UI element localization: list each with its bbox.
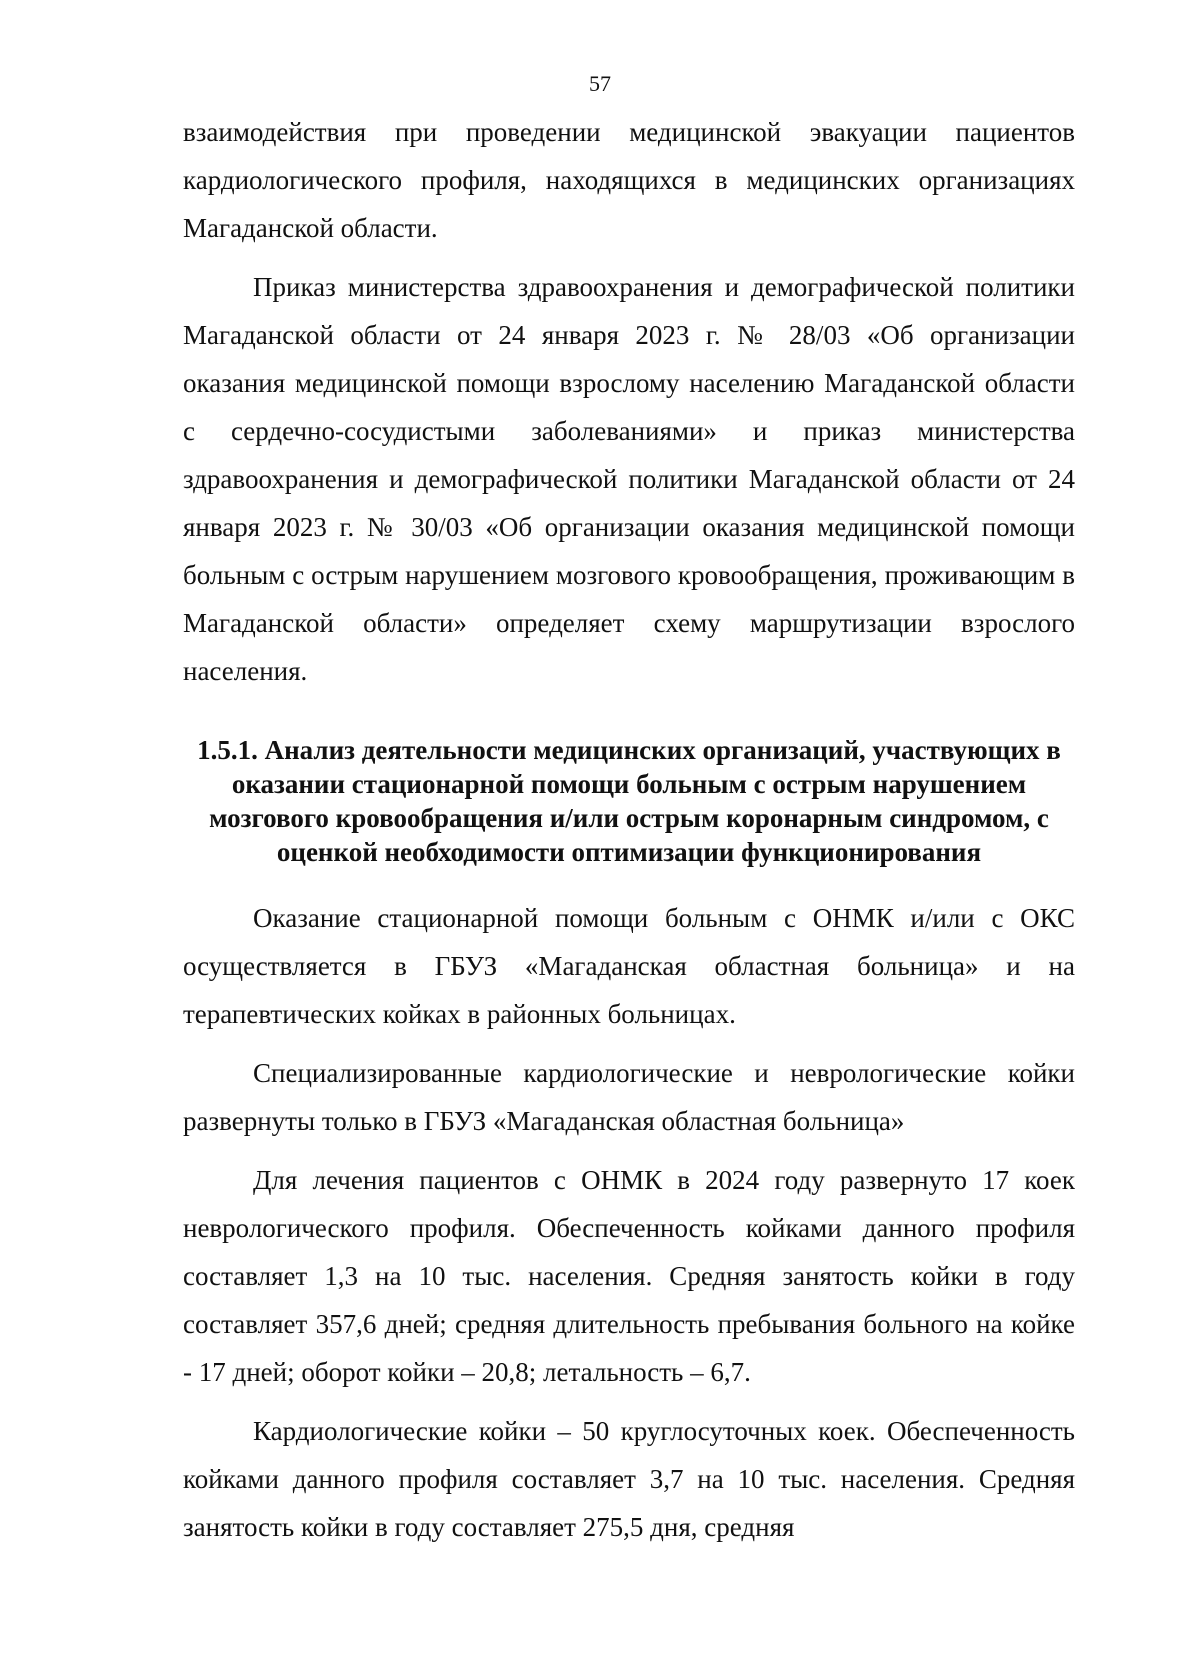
paragraph-neurology-beds: Для лечения пациентов с ОНМК в 2024 году развернуто 17 коек неврологического профиля. Обеспеченность койками данного профиля составляет 1,3 на 10 тыс. населения. Средняя занятость койки в году составляет 357,6 дней; средняя длительность пребывания больного на койке - 17 дней; оборот койки – 20,8; летальность – 6,7. — [183, 1165, 1075, 1387]
paragraph-inpatient-care: Оказание стационарной помощи больным с ОНМК и/или с ОКС осуществляется в ГБУЗ «Магаданская областная больница» и на терапевтических койках в районных больницах. — [183, 903, 1075, 1029]
page-number: 57 — [589, 71, 611, 96]
section-heading-1-5-1: 1.5.1. Анализ деятельности медицинских организаций, участвующих в оказании стационарной помощи больным с острым нарушением мозгового кровообращения и/или острым коронарным синдромом, с оценкой необходимости оптимизации функционирования — [197, 735, 1061, 867]
paragraph-specialized-beds: Специализированные кардиологические и неврологические койки развернуты только в ГБУЗ «Магаданская областная больница» — [183, 1058, 1075, 1136]
paragraph-orders: Приказ министерства здравоохранения и демографической политики Магаданской области от 24 января 2023 г. № 28/03 «Об организации оказания медицинской помощи взрослому населению Магаданской области с сердечно-сосудистыми заболеваниями» и приказ министерства здравоохранения и демографической политики Магаданской области от 24 января 2023 г. № 30/03 «Об организации оказания медицинской помощи больным с острым нарушением мозгового кровообращения, проживающим в Магаданской области» определяет схему маршрутизации взрослого населения. — [183, 272, 1075, 686]
document-body — [183, 108, 1075, 1551]
paragraph-cardiology-beds: Кардиологические койки – 50 круглосуточных коек. Обеспеченность койками данного профиля составляет 3,7 на 10 тыс. населения. Средняя занятость койки в году составляет 275,5 дня, средняя — [183, 1416, 1075, 1542]
paragraph-evacuation-continuation: взаимодействия при проведении медицинской эвакуации пациентов кардиологического профиля, находящихся в медицинских организациях Магаданской области. — [183, 117, 1075, 243]
